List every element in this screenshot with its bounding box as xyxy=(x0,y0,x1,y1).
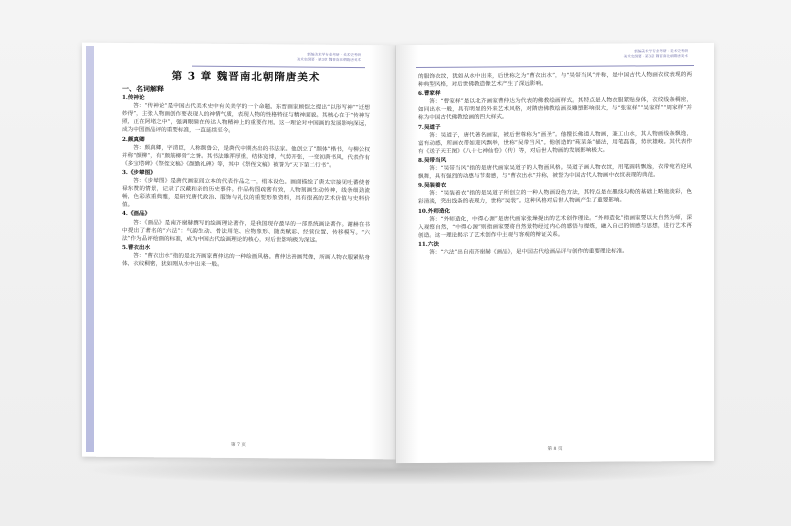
entry-text: 答：《步辇图》是唐代画家阎立本的代表作品之一，绢本设色。画面描绘了唐太宗接见吐蕃使者禄东赞的情景，记录了汉藏和亲的历史事件。作品构图疏密有致，人物刻画生动传神，线条细劲流畅，色彩浓重典雅，是研究唐代政治、服饰与礼仪的重要形象资料，具有很高的艺术价值与史料价值。 xyxy=(122,178,370,209)
entry xyxy=(418,88,692,122)
entry-text: 答：“吴带当风”指的是唐代画家吴道子的人物画风格。吴道子画人物衣纹，用笔圆转飘逸，衣带宛若迎风飘舞，具有强烈的动感与节奏感，与“曹衣出水”并称，被誉为中国古代人物画中衣纹表现的典范。 xyxy=(418,164,692,181)
left-page-content xyxy=(122,67,370,270)
entry-text: 答：“曹家样”是以北齐画家曹仲达为代表的佛教绘画样式。其特点是人物衣服紧贴身体，衣纹线条稠密，如同出水一般，具有明显的外来艺术风格，对隋唐佛教绘画及雕塑影响很大，与“张家样”“吴家样”“周家样”并称为中国古代佛教绘画的四大样式。 xyxy=(418,97,692,122)
entry-term: 7.吴道子 xyxy=(418,124,441,131)
right-page-content xyxy=(418,71,692,257)
entry-text: 答：《画品》是南齐谢赫撰写的绘画理论著作，是我国现存最早的一部系统画论著作。谢赫在书中提出了著名的“六法”：气韵生动、骨法用笔、应物象形、随类赋彩、经营位置、传移模写。“六法”作为品评绘画的标准，成为中国古代绘画理论的核心，对后世影响极为深远。 xyxy=(122,219,370,244)
entry-term: 11.六法 xyxy=(418,241,439,248)
entry-text: 答：颜真卿，字清臣，人称颜鲁公，是唐代中期杰出的书法家。他创立了“颜体”楷书，与柳公权并称“颜柳”，有“颜筋柳骨”之誉。其书法雄浑厚重，结体宽博，气势开张，一变初唐书风，代表作有《多宝塔碑》《祭侄文稿》《颜勤礼碑》等，其中《祭侄文稿》被誉为“天下第二行书”。 xyxy=(122,144,370,169)
left-header-line2: 美术史纲要 · 第3章 魏晋南北朝隋唐美术 xyxy=(296,57,361,63)
entry xyxy=(418,239,692,257)
entry-text: 答：“外师造化，中得心源”是唐代画家张璪提出的艺术创作理论。“外师造化”指画家要以大自然为师，深入观察自然，“中得心源”则指画家要将自然景物经过内心的感悟与提炼，融入自己的情感与思想，进行艺术再创造。这一理论揭示了艺术创作中主观与客观的辩证关系。 xyxy=(418,214,692,239)
section-title: 一、名词解释 xyxy=(122,83,164,94)
right-header-line1: 新编美术学专业考研 · 美术史考研 xyxy=(634,49,688,54)
entry-text: 答：“曹衣出水”指的是北齐画家曹仲达的一种绘画风格。曹仲达善画梵像，所画人物衣服紧贴身体，衣纹稠密，犹如刚从水中出来一般。 xyxy=(122,252,370,268)
entry-term: 9.吴装着衣 xyxy=(418,182,447,190)
left-page-number: 第 7 页 xyxy=(230,442,247,449)
entry-term: 6.曹家样 xyxy=(418,90,441,98)
entry-term: 10.外师造化 xyxy=(418,208,451,215)
entry xyxy=(122,94,370,137)
entry-text: 答：吴道子，唐代著名画家，被后世尊称为“画圣”。他擅长佛道人物画，兼工山水，其人物画线条飘逸，富有动感，所画衣带如迎风飘举，世称“吴带当风”。他创造的“莼菜条”描法，用笔磊落，势状雄峻。其代表作有《送子天王图》《八十七神仙卷》（传）等，对后世人物画的发展影响极大。 xyxy=(418,130,692,155)
right-page-header xyxy=(538,49,688,60)
entry-text: 答：“吴装着衣”指的是吴道子所创立的一种人物画设色方法，其特点是在墨线勾勒的基础上略施淡彩，色彩清淡，突出线条的表现力，世称“吴装”。这种风格对后世人物画产生了重要影响。 xyxy=(418,189,692,206)
left-page-header xyxy=(221,52,361,63)
entry-term: 1.传神论 xyxy=(122,95,145,102)
entry xyxy=(122,210,370,245)
entry-term: 2.颜真卿 xyxy=(122,136,145,143)
entry xyxy=(418,155,692,181)
entry xyxy=(122,136,370,171)
continued-text: 的服饰衣纹，犹如从水中出来，后世称之为“曹衣出水”，与“吴带当风”并称，是中国古代人物画衣纹表现的两种典型风格，对后世佛教造像艺术产生了深远影响。 xyxy=(418,72,692,89)
entry xyxy=(418,206,692,240)
right-page-number: 第 8 页 xyxy=(547,446,563,453)
entry-term: 4.《画品》 xyxy=(122,211,151,218)
right-header-line2: 美术史纲要 · 第3章 魏晋南北朝隋唐美术 xyxy=(623,54,688,59)
right-page xyxy=(396,43,714,463)
entry xyxy=(122,169,370,212)
left-page xyxy=(82,43,396,460)
left-header-line1: 新编美术学专业考研 · 美术史考研 xyxy=(307,52,361,58)
entry-term: 5.曹衣出水 xyxy=(122,244,151,252)
entry xyxy=(418,122,692,156)
chapter-title: 第 3 章 魏晋南北朝隋唐美术 xyxy=(171,70,321,84)
entry-text: 答：“六法”出自南齐谢赫《画品》，是中国古代绘画品评与创作的重要理论标准。 xyxy=(429,248,628,256)
entry-term: 3.《步辇图》 xyxy=(122,169,156,177)
entry xyxy=(122,244,370,270)
entry-term: 8.吴带当风 xyxy=(418,157,447,164)
right-header-rule xyxy=(416,65,694,68)
entry-text: 答：“传神论”是中国古代美术史中有关美学的一个命题。东晋画家顾恺之提出“以形写神”“迁想妙得”，主张人物画创作要表现人的神情气质，表现人物的性格特征与精神面貌。其核心在于“传神写照，正在阿堵之中”，强调眼睛在传达人物精神上的重要作用。这一理论对中国画的发展影响深远，成为中国画品评的重要标准，一直延续至今。 xyxy=(122,103,370,135)
left-margin-bar xyxy=(86,46,94,452)
entry xyxy=(418,180,692,206)
